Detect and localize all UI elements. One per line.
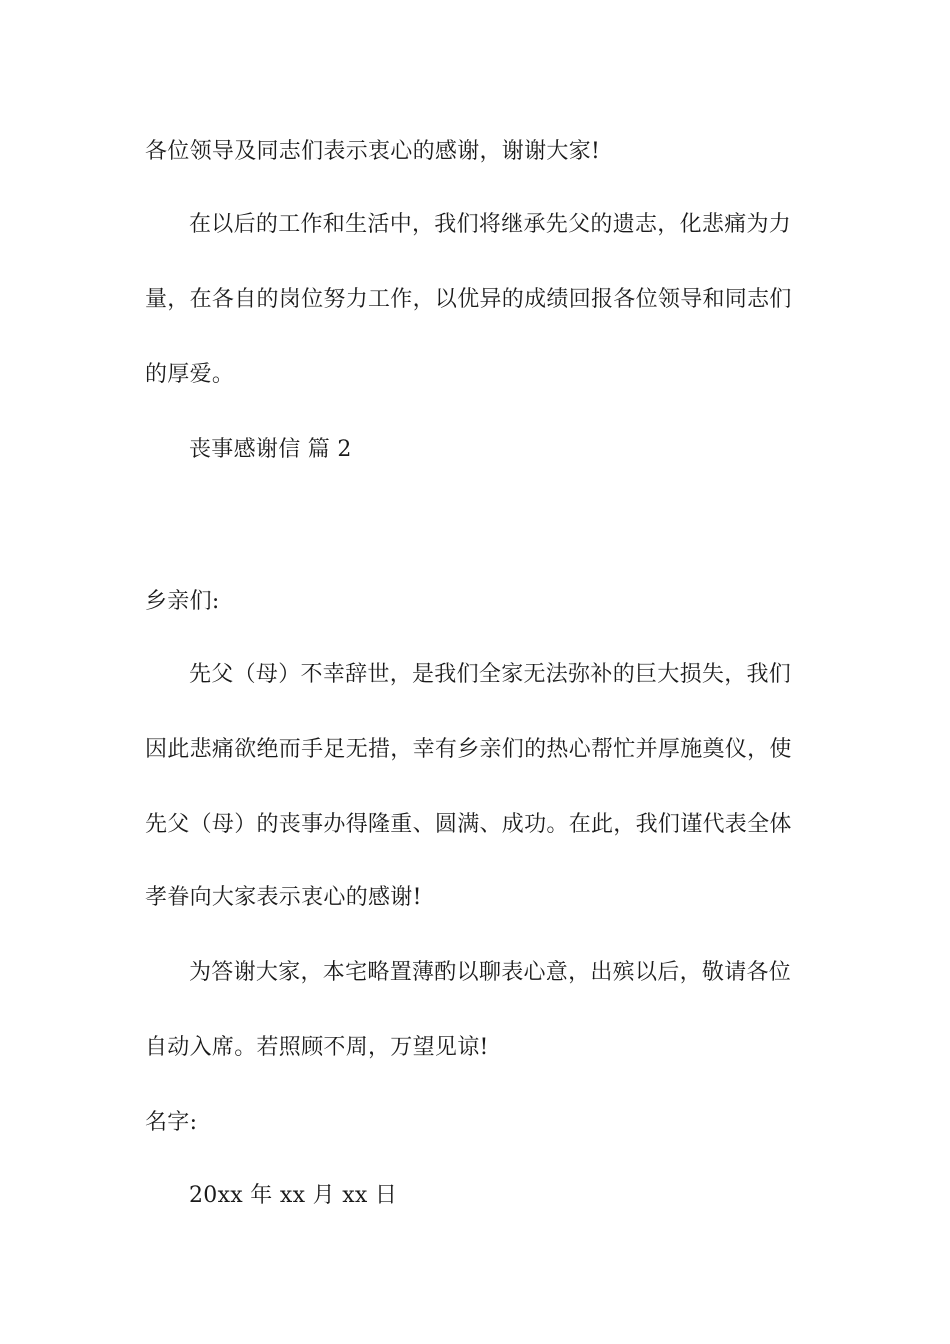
paragraph-line: 孝眷向大家表示衷心的感谢! [145, 885, 422, 910]
paragraph-line: 为答谢大家，本宅略置薄酌以聊表心意，出殡以后，敬请各位 [189, 960, 792, 985]
paragraph-line: 先父（母）不幸辞世，是我们全家无法弥补的巨大损失，我们 [189, 662, 792, 687]
text-line: 各位领导及同志们表示衷心的感谢，谢谢大家! [145, 139, 601, 164]
paragraph-line: 因此悲痛欲绝而手足无措，幸有乡亲们的热心帮忙并厚施奠仪，使 [145, 737, 792, 762]
salutation: 乡亲们: [145, 589, 220, 614]
section-heading: 丧事感谢信 篇 2 [189, 437, 352, 462]
signature-label: 名字: [145, 1110, 198, 1135]
paragraph-line: 自动入席。若照顾不周，万望见谅! [145, 1035, 489, 1060]
paragraph-line: 的厚爱。 [145, 362, 235, 387]
paragraph-line: 先父（母）的丧事办得隆重、圆满、成功。在此，我们谨代表全体 [145, 812, 792, 837]
paragraph-line: 在以后的工作和生活中，我们将继承先父的遗志，化悲痛为力 [189, 212, 792, 237]
paragraph-line: 量，在各自的岗位努力工作，以优异的成绩回报各位领导和同志们 [145, 287, 792, 312]
date-line: 20xx 年 xx 月 xx 日 [189, 1183, 398, 1208]
